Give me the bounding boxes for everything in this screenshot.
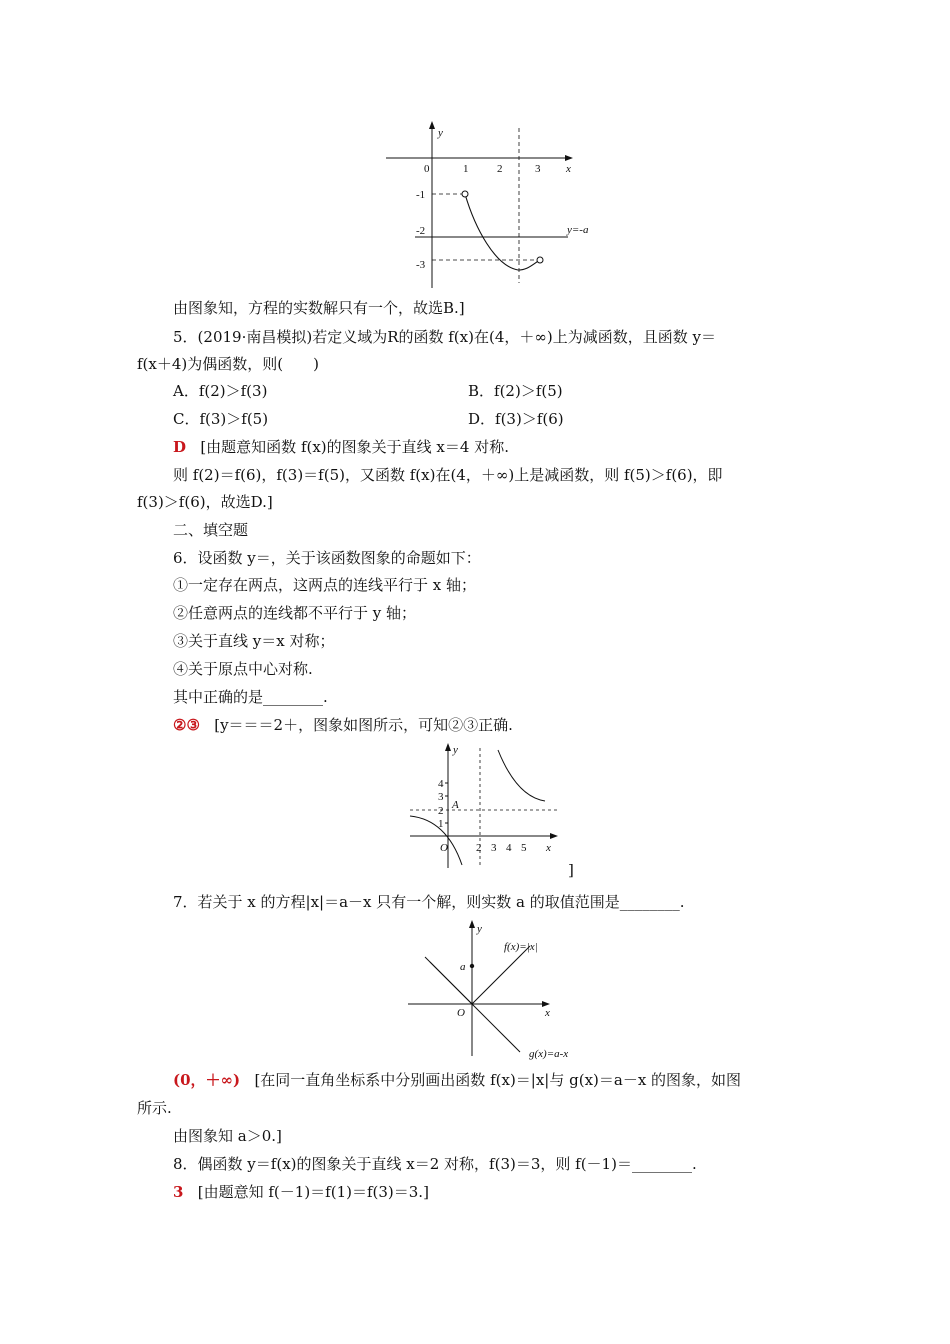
- fig1-xtick-2: 2: [497, 163, 503, 175]
- fig1-ytick-3: -3: [416, 259, 426, 271]
- answer-8-line: [173, 1182, 429, 1202]
- question-7: 7．若关于 x 的方程|x|＝a－x 只有一个解，则实数 a 的取值范围是________.: [173, 893, 685, 911]
- answer-7-line-1: [173, 1070, 741, 1090]
- figure-1-graph: [380, 118, 630, 290]
- answer-7-line-3: 由图象知 a＞0.]: [173, 1127, 282, 1145]
- answer-6-line: [173, 715, 513, 735]
- fig2-ytick-4: 4: [438, 778, 444, 790]
- question-5-line-1: 5．(2019·南昌模拟)若定义域为R的函数 f(x)在(4，＋∞)上为减函数，且函数 y＝: [173, 328, 716, 346]
- answer-7-label: (0，＋∞): [173, 1071, 241, 1089]
- answer-6-close: ]: [568, 861, 574, 879]
- answer-6-label: ②③: [173, 716, 200, 734]
- fig1-ytick-1: -1: [416, 189, 426, 201]
- fig2-xtick-5: 5: [521, 842, 527, 854]
- question-6-item-1: ①一定存在两点，这两点的连线平行于 x 轴；: [173, 576, 476, 594]
- option-a: A．f(2)＞f(3): [173, 382, 268, 400]
- fig3-x-label: x: [545, 1007, 550, 1019]
- question-5-line-2: f(x＋4)为偶函数，则( ): [137, 355, 319, 373]
- fig3-y-label: y: [477, 923, 482, 935]
- answer-7-line-2: 所示.: [137, 1099, 172, 1117]
- question-6: 6．设函数 y＝，关于该函数图象的命题如下：: [173, 549, 481, 567]
- answer-7-text: [在同一直角坐标系中分别画出函数 f(x)＝|x|与 g(x)＝a－x 的图象，如图: [254, 1071, 742, 1089]
- answer-8-label: 3: [173, 1183, 184, 1201]
- fig3-a-label: a: [460, 961, 466, 973]
- question-6-blank: 其中正确的是________.: [173, 688, 328, 706]
- fig1-y-label: y: [438, 127, 443, 139]
- answer-5-line-2: 则 f(2)＝f(6)，f(3)＝f(5)，又函数 f(x)在(4，＋∞)上是减函数，则 f(5)＞f(6)，即: [173, 466, 723, 484]
- answer-5-line-3: f(3)＞f(6)，故选D.]: [137, 493, 273, 511]
- fig1-xtick-3: 3: [535, 163, 541, 175]
- answer-8-text: [由题意知 f(－1)＝f(1)＝f(3)＝3.]: [197, 1183, 429, 1201]
- fig1-xtick-0: 0: [424, 163, 430, 175]
- figure-2-graph: [400, 740, 570, 875]
- option-b: B．f(2)＞f(5): [468, 382, 563, 400]
- fig2-point-a: A: [452, 799, 459, 811]
- fig2-ytick-3: 3: [438, 791, 444, 803]
- fig2-ytick-2: 2: [438, 805, 444, 817]
- answer-5-line-1: [173, 437, 509, 457]
- fig1-line-label: y=-a: [567, 224, 589, 236]
- question-6-item-4: ④关于原点中心对称.: [173, 660, 313, 678]
- fig2-xtick-3: 3: [491, 842, 497, 854]
- answer-5-label: D: [173, 438, 187, 456]
- question-8: 8．偶函数 y＝f(x)的图象关于直线 x＝2 对称，f(3)＝3，则 f(－1)＝________.: [173, 1155, 697, 1173]
- fig2-y-label: y: [453, 744, 458, 756]
- fig3-g-label: g(x)=a-x: [529, 1048, 569, 1060]
- answer-6-text: [y＝＝＝2＋，图象如图所示，可知②③正确.: [214, 716, 513, 734]
- fig2-ytick-1: 1: [438, 818, 444, 830]
- option-d: D．f(3)＞f(6): [468, 410, 564, 428]
- fig2-x-label: x: [546, 842, 551, 854]
- fig1-xtick-1: 1: [463, 163, 469, 175]
- question-6-item-2: ②任意两点的连线都不平行于 y 轴；: [173, 604, 417, 622]
- fig2-xtick-2: 2: [476, 842, 482, 854]
- section-heading: 二、填空题: [173, 521, 249, 539]
- figure-3-graph: [405, 918, 585, 1063]
- text-line: 由图象知，方程的实数解只有一个，故选B.]: [173, 299, 465, 317]
- fig2-origin: O: [440, 842, 448, 854]
- question-6-item-3: ③关于直线 y＝x 对称；: [173, 632, 335, 650]
- fig3-origin: O: [457, 1007, 465, 1019]
- option-c: C．f(3)＞f(5): [173, 410, 269, 428]
- answer-5-text: [由题意知函数 f(x)的图象关于直线 x＝4 对称.: [200, 438, 509, 456]
- fig2-xtick-4: 4: [506, 842, 512, 854]
- fig3-f-label: f(x)=|x|: [504, 941, 538, 953]
- fig1-ytick-2: -2: [416, 225, 426, 237]
- fig1-x-label: x: [566, 163, 571, 175]
